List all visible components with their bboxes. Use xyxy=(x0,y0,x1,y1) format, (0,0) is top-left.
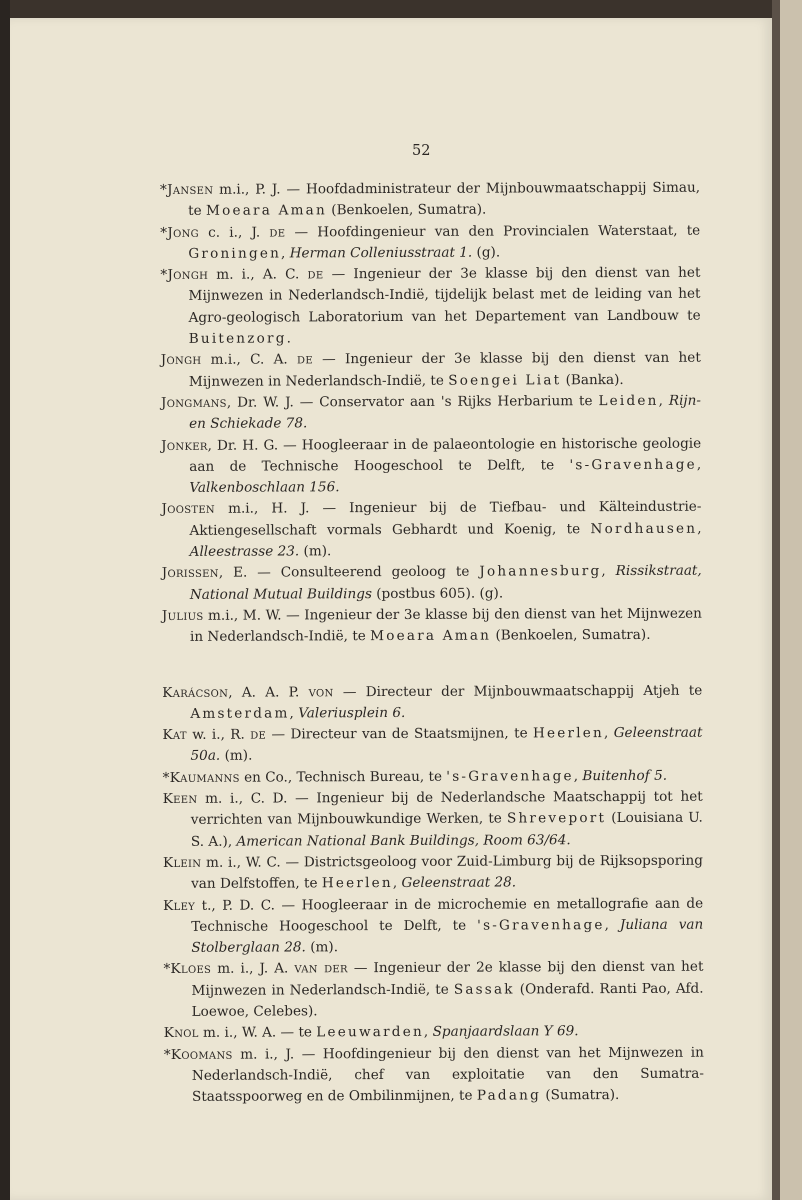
entry-place: Moeara Aman xyxy=(205,202,327,220)
book-binding xyxy=(772,0,780,1200)
entry-place: Padang xyxy=(476,1087,542,1104)
entry-text: , xyxy=(601,563,616,580)
entry-text: . xyxy=(286,330,291,347)
entry-address: Spanjaardslaan Y 69. xyxy=(432,1023,579,1041)
entry-address: Rijn- en Schiekade 78. xyxy=(189,392,702,433)
directory-entry xyxy=(163,893,703,959)
entry-place: Shreveport xyxy=(506,810,607,827)
entry-place: Sassak xyxy=(453,981,515,998)
entry-place: Moeara Aman xyxy=(370,627,492,645)
entry-place: 's-Gravenhage xyxy=(477,916,605,934)
entry-address: Rissikstraat, National Mutual Buildings xyxy=(189,562,702,603)
entry-place: 's-Gravenhage xyxy=(446,767,574,785)
entry-text: , xyxy=(658,392,669,409)
entry-place: Leeuwarden xyxy=(316,1024,424,1041)
entry-text: , A. A. P. xyxy=(228,683,309,701)
directory-entry xyxy=(163,765,703,789)
entry-text: en Co., Technisch Bureau, te xyxy=(239,768,447,786)
entry-text: m.i., M. W. — Ingenieur der 3e klasse bij den dienst van het Mijnwezen in Nederlandsch-Indië, te xyxy=(189,605,702,646)
entry-name: Jonker xyxy=(161,437,208,454)
entry-text: (m). xyxy=(220,748,253,765)
entry-place: Heerlen xyxy=(532,725,605,742)
entry-text: , xyxy=(423,1024,433,1041)
entry-place: Amsterdam xyxy=(190,705,290,722)
entry-text: c. i., J. xyxy=(198,224,270,241)
entry-name: Karácson xyxy=(162,684,229,701)
entry-place: Nordhausen xyxy=(590,520,698,537)
entry-address: Alleestrasse 23. xyxy=(189,543,300,560)
directory-entry xyxy=(162,680,702,725)
entry-text: m. i., J. — Hoofdingenieur bij den dienst van het Mijnwezen in Nederlandsch-Indië, chef van exploitatie van den Sumatra-Staatsspoorweg en de Ombilinmijnen, te xyxy=(191,1044,704,1106)
entry-name: Julius xyxy=(161,607,204,624)
entry-text: m. i., W. C. — Districtsgeoloog voor Zuid-Limburg bij de Rijksopsporing van Delfstoffen, te xyxy=(191,852,704,893)
entry-name: Kley xyxy=(163,897,196,914)
entry-name: *Koomans xyxy=(163,1046,233,1063)
entry-text: m. i., A. C. xyxy=(208,266,308,283)
directory-entry xyxy=(161,391,701,436)
directory-entry xyxy=(161,497,701,563)
entry-text: w. i., R. xyxy=(186,726,251,744)
entry-name: von xyxy=(308,683,334,700)
entry-text: m. i., J. A. xyxy=(211,960,295,978)
entry-text: , xyxy=(697,520,702,537)
entry-text: (Benkoelen, Sumatra). xyxy=(326,201,487,219)
entry-text: , xyxy=(696,456,702,473)
directory-entry xyxy=(163,851,703,896)
entry-text: , xyxy=(573,767,583,784)
entry-text: — Ingenieur der 3e klasse bij den dienst van het Mijnwezen in Nederlandsch-Indië, tijdelijk belast met de leiding van het Agro-geologisch Laboratorium van het Departement van Landbouw te xyxy=(188,264,701,326)
entry-name: de xyxy=(269,224,286,241)
directory-entry xyxy=(164,1042,704,1108)
entry-text: (Louisiana U. S. A.), xyxy=(190,809,703,850)
entry-text: (m). xyxy=(305,939,339,956)
directory-entry xyxy=(160,263,700,351)
directory-entry xyxy=(161,348,701,393)
entry-name: Klein xyxy=(162,854,202,871)
entry-text: (g). xyxy=(472,244,501,261)
directory-entry xyxy=(163,787,703,853)
entry-name: *Kaumanns xyxy=(162,769,240,786)
entry-name: Kat xyxy=(162,727,187,744)
directory-entry xyxy=(162,561,702,606)
entry-text: , xyxy=(603,725,614,742)
entry-text: , Dr. H. G. — Hoogleeraar in de palaeontologie en historische geologie aan de Technische Hoogeschool te Delft, te xyxy=(189,435,702,475)
entry-place: Leiden xyxy=(598,392,659,410)
entry-place: Soengei Liat xyxy=(448,371,562,389)
entry-text: (Benkoelen, Sumatra). xyxy=(491,627,651,644)
entry-text: , E. — Consulteerend geoloog te xyxy=(218,563,480,582)
entry-place: 's-Gravenhage xyxy=(569,456,697,474)
entry-name: *Kloes xyxy=(163,961,212,978)
scan-top-edge xyxy=(10,0,772,18)
entry-place: Groningen xyxy=(188,245,282,262)
entry-text: — Ingenieur der 3e klasse bij den dienst van het Mijnwezen in Nederlandsch-Indië, te xyxy=(188,350,701,390)
entry-name: *Jansen xyxy=(160,181,214,198)
directory-entries xyxy=(160,178,704,1109)
entry-text: , xyxy=(392,875,402,892)
next-page-edge xyxy=(780,0,802,1200)
entry-address: American National Bank Buildings, Room 63/64. xyxy=(236,831,571,850)
entry-address: Valeriusplein 6. xyxy=(298,704,406,722)
entry-text: (m). xyxy=(299,543,332,560)
directory-entry xyxy=(163,957,703,1023)
entry-text: — Hoofdingenieur van den Provincialen Waterstaat, te xyxy=(285,222,701,241)
directory-entry xyxy=(162,723,702,768)
entry-name: *Jong xyxy=(160,224,199,241)
entry-place: Johannesburg xyxy=(479,563,602,580)
entry-address: Valkenboschlaan 156. xyxy=(189,479,340,497)
entry-place: Heerlen xyxy=(321,875,393,892)
entry-name: Joosten xyxy=(161,501,216,518)
entry-name: Jongmans xyxy=(160,394,227,411)
entry-name: Keen xyxy=(162,790,198,808)
entry-text: m. i., C. D. — Ingenieur bij de Nederlandsche Maatschappij tot het verrichten van Mijnbouwkundige Werken, te xyxy=(190,788,703,829)
entry-place: Buitenzorg xyxy=(188,330,287,347)
entry-name: de xyxy=(296,351,313,368)
entry-text: — Ingenieur der 2e klasse bij den dienst van het Mijnwezen in Nederlandsch-Indië, te xyxy=(191,959,704,999)
entry-name: Knol xyxy=(163,1025,199,1042)
entry-text: — Directeur van de Staatsmijnen, te xyxy=(266,725,534,743)
directory-entry xyxy=(162,604,702,649)
entry-text: m.i., C. A. xyxy=(201,351,298,369)
entry-name: Jongh xyxy=(160,352,202,369)
entry-text: , Dr. W. J. — Conservator aan 's Rijks Herbarium te xyxy=(226,393,599,411)
entry-name: de xyxy=(250,726,267,743)
entry-text: t., P. D. C. — Hoogleeraar in de microchemie en metallografie aan de Technische Hoogeschool te Delft, te xyxy=(191,895,704,935)
entry-name: de xyxy=(307,266,324,283)
entry-text: m.i., P. J. — Hoofdadministrateur der Mijnbouwmaatschappij Simau, te xyxy=(188,179,701,220)
entry-text: (Sumatra). xyxy=(540,1087,620,1104)
entry-text: , xyxy=(280,245,290,262)
directory-entry xyxy=(161,433,701,499)
entry-address: Juliana van Stolberglaan 28. xyxy=(191,916,704,956)
entry-text: (Onderafd. Ranti Pao, Afd. Loewoe, Celebes). xyxy=(191,980,704,1020)
page-number: 52 xyxy=(412,143,431,159)
entry-name: *Jongh xyxy=(160,266,209,284)
entry-text: (Banka). xyxy=(561,371,624,388)
entry-text: m. i., W. A. — te xyxy=(198,1024,317,1042)
entry-address: Buitenhof 5. xyxy=(582,767,668,784)
directory-entry xyxy=(160,220,700,265)
entry-text: — Directeur der Mijnbouwmaatschappij Atjeh te xyxy=(333,682,703,700)
entry-name: Jorissen xyxy=(161,565,219,582)
entry-name: van der xyxy=(294,960,348,977)
entry-address: Geleenstraat 28. xyxy=(401,874,517,892)
entry-text: (postbus 605). (g). xyxy=(371,585,504,602)
entry-text: , xyxy=(604,916,620,933)
directory-entry xyxy=(160,178,700,223)
directory-entry xyxy=(164,1021,704,1045)
entry-address: Geleenstraat 50a. xyxy=(190,724,703,765)
entry-text: , xyxy=(289,705,299,722)
entry-text: m.i., H. J. — Ingenieur bij de Tiefbau- und Kälteindustrie-Aktiengesellschaft vormals Gebhardt und Koenig, te xyxy=(189,499,702,539)
entry-address: Herman Colleniusstraat 1. xyxy=(289,244,473,262)
